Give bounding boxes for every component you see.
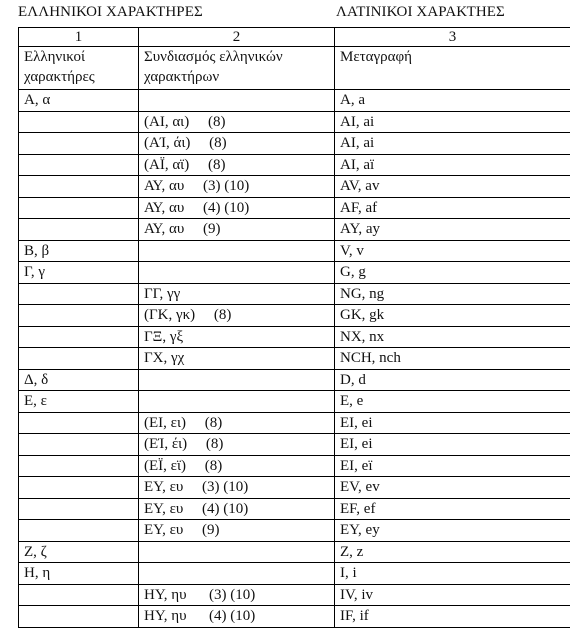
greek-character-cell: Δ, δ bbox=[19, 369, 139, 391]
transliteration-cell: Z, z bbox=[335, 541, 570, 563]
transliteration-cell: IV, iv bbox=[335, 584, 570, 606]
transliteration-cell: D, d bbox=[335, 369, 570, 391]
combination-cell: ΑΥ, αυ (3) (10) bbox=[139, 176, 335, 198]
combination-cell bbox=[139, 90, 335, 112]
table-row bbox=[19, 154, 570, 176]
greek-character-cell bbox=[19, 455, 139, 477]
table-row bbox=[19, 477, 570, 499]
transliteration-cell: IF, if bbox=[335, 606, 570, 628]
greek-character-cell: Ζ, ζ bbox=[19, 541, 139, 563]
combination-cell bbox=[139, 240, 335, 262]
transliteration-cell: AI, aï bbox=[335, 154, 570, 176]
combination-cell bbox=[139, 262, 335, 284]
table-row bbox=[19, 498, 570, 520]
transliteration-cell: EI, ei bbox=[335, 412, 570, 434]
transliteration-cell: NCH, nch bbox=[335, 348, 570, 370]
transliteration-cell: I, i bbox=[335, 563, 570, 585]
table-row bbox=[19, 90, 570, 112]
table-row bbox=[19, 391, 570, 413]
greek-character-cell bbox=[19, 219, 139, 241]
greek-character-cell bbox=[19, 305, 139, 327]
table-row bbox=[19, 305, 570, 327]
greek-character-cell bbox=[19, 133, 139, 155]
transliteration-cell: G, g bbox=[335, 262, 570, 284]
combination-cell: (ΕΊ, έι) (8) bbox=[139, 434, 335, 456]
transliteration-cell: GK, gk bbox=[335, 305, 570, 327]
transliteration-cell: AY, ay bbox=[335, 219, 570, 241]
table-row bbox=[19, 348, 570, 370]
greek-character-cell bbox=[19, 520, 139, 542]
greek-character-cell bbox=[19, 477, 139, 499]
table-row bbox=[19, 111, 570, 133]
combination-cell: ΑΥ, αυ (9) bbox=[139, 219, 335, 241]
transliteration-cell: A, a bbox=[335, 90, 570, 112]
table-row bbox=[19, 262, 570, 284]
table-row bbox=[19, 326, 570, 348]
table-headings bbox=[0, 4, 570, 24]
greek-character-cell bbox=[19, 606, 139, 628]
greek-character-cell: Γ, γ bbox=[19, 262, 139, 284]
greek-character-cell bbox=[19, 176, 139, 198]
combination-cell: ΗΥ, ηυ (4) (10) bbox=[139, 606, 335, 628]
greek-character-cell bbox=[19, 154, 139, 176]
table-row bbox=[19, 606, 570, 628]
transliteration-cell: EV, ev bbox=[335, 477, 570, 499]
column-header-greek: Ελληνικοί χαρακτήρες bbox=[19, 47, 139, 90]
table-row bbox=[19, 197, 570, 219]
combination-cell bbox=[139, 541, 335, 563]
combination-cell: ΓΓ, γγ bbox=[139, 283, 335, 305]
greek-characters-heading: ΕΛΛΗΝΙΚΟΙ ΧΑΡΑΚΤΗΡΕΣ bbox=[18, 4, 203, 20]
combination-cell bbox=[139, 369, 335, 391]
transliteration-cell: E, e bbox=[335, 391, 570, 413]
combination-cell: (ΑΪ, αϊ) (8) bbox=[139, 154, 335, 176]
combination-cell: ΕΥ, ευ (4) (10) bbox=[139, 498, 335, 520]
combination-cell: ΕΥ, ευ (3) (10) bbox=[139, 477, 335, 499]
table-row bbox=[19, 563, 570, 585]
table-row bbox=[19, 541, 570, 563]
combination-cell: (ΑΊ, άι) (8) bbox=[139, 133, 335, 155]
combination-cell bbox=[139, 391, 335, 413]
combination-cell: ΕΥ, ευ (9) bbox=[139, 520, 335, 542]
table-row bbox=[19, 412, 570, 434]
table-row bbox=[19, 240, 570, 262]
transliteration-cell: NX, nx bbox=[335, 326, 570, 348]
combination-cell: (ΓΚ, γκ) (8) bbox=[139, 305, 335, 327]
table-row bbox=[19, 434, 570, 456]
transliteration-cell: EF, ef bbox=[335, 498, 570, 520]
table-row bbox=[19, 176, 570, 198]
greek-character-cell bbox=[19, 348, 139, 370]
greek-character-cell bbox=[19, 584, 139, 606]
table-row bbox=[19, 219, 570, 241]
table-row bbox=[19, 584, 570, 606]
greek-character-cell bbox=[19, 197, 139, 219]
table-row bbox=[19, 455, 570, 477]
transliteration-cell: AV, av bbox=[335, 176, 570, 198]
greek-character-cell bbox=[19, 434, 139, 456]
combination-cell bbox=[139, 563, 335, 585]
combination-cell: (ΕΙ, ει) (8) bbox=[139, 412, 335, 434]
combination-cell: ΗΥ, ηυ (3) (10) bbox=[139, 584, 335, 606]
combination-cell: ΓΧ, γχ bbox=[139, 348, 335, 370]
transliteration-cell: AI, ai bbox=[335, 111, 570, 133]
transliteration-cell: AI, ai bbox=[335, 133, 570, 155]
column-number: 2 bbox=[139, 28, 335, 47]
combination-cell: ΑΥ, αυ (4) (10) bbox=[139, 197, 335, 219]
transliteration-cell: EY, ey bbox=[335, 520, 570, 542]
column-number: 1 bbox=[19, 28, 139, 47]
transliteration-cell: V, v bbox=[335, 240, 570, 262]
greek-character-cell: Ε, ε bbox=[19, 391, 139, 413]
column-header-combination: Συνδιασμός ελληνικών χαρακτήρων bbox=[139, 47, 335, 90]
greek-character-cell bbox=[19, 326, 139, 348]
transliteration-cell: EI, ei bbox=[335, 434, 570, 456]
column-header-transliteration: Μεταγραφή bbox=[335, 47, 570, 90]
table-row bbox=[19, 283, 570, 305]
column-number-row bbox=[19, 28, 570, 47]
combination-cell: ΓΞ, γξ bbox=[139, 326, 335, 348]
greek-character-cell bbox=[19, 111, 139, 133]
column-header-row bbox=[19, 47, 570, 90]
table-row bbox=[19, 520, 570, 542]
transliteration-cell: AF, af bbox=[335, 197, 570, 219]
greek-character-cell bbox=[19, 412, 139, 434]
table-row bbox=[19, 369, 570, 391]
greek-character-cell: Β, β bbox=[19, 240, 139, 262]
transliteration-cell: EI, eï bbox=[335, 455, 570, 477]
transliteration-table bbox=[18, 27, 570, 628]
transliteration-cell: NG, ng bbox=[335, 283, 570, 305]
greek-character-cell bbox=[19, 498, 139, 520]
greek-character-cell: Η, η bbox=[19, 563, 139, 585]
greek-character-cell: Α, α bbox=[19, 90, 139, 112]
combination-cell: (ΑΙ, αι) (8) bbox=[139, 111, 335, 133]
column-number: 3 bbox=[335, 28, 570, 47]
table-row bbox=[19, 133, 570, 155]
latin-characters-heading: ΛΑΤΙΝΙΚΟΙ ΧΑΡΑΚΤΗΕΣ bbox=[336, 4, 505, 20]
greek-character-cell bbox=[19, 283, 139, 305]
combination-cell: (ΕΪ, εϊ) (8) bbox=[139, 455, 335, 477]
